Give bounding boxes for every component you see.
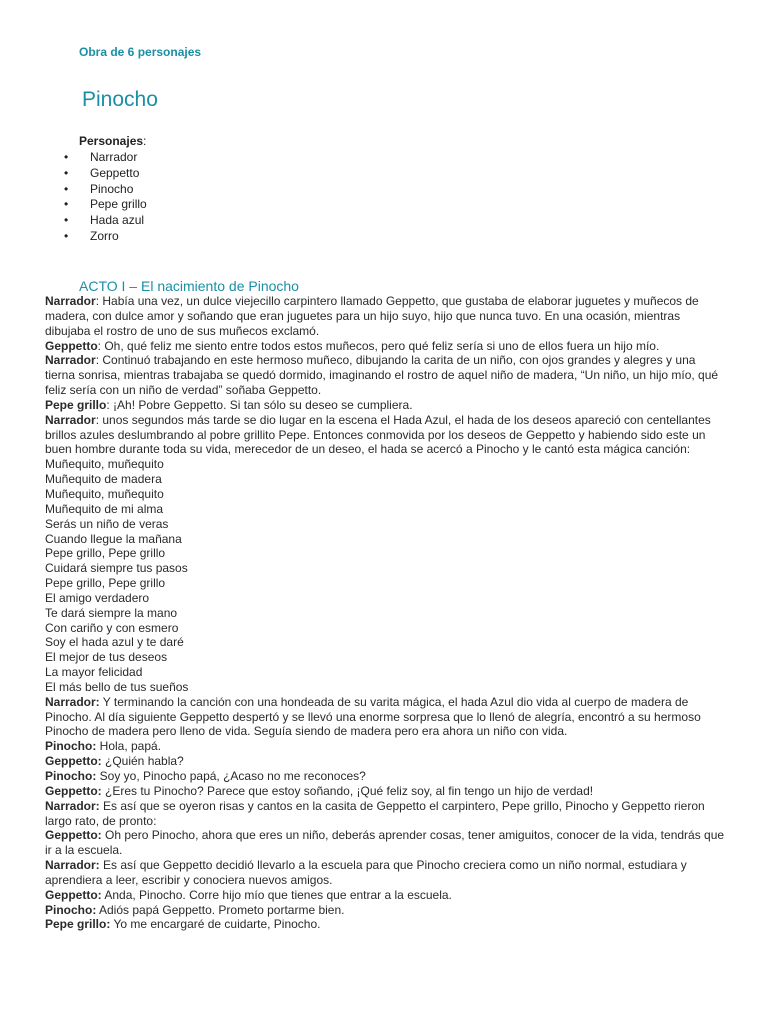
- line-text: ¿Quién habla?: [101, 754, 184, 769]
- act-title: ACTO I – El nacimiento de Pinocho: [79, 278, 299, 294]
- speaker-name: Geppetto: [45, 338, 98, 353]
- character-item: • Zorro: [62, 229, 147, 245]
- play-title: Pinocho: [82, 88, 158, 111]
- line-text: : unos segundos más tarde se dio lugar en la escena el Hada Azul, el hada de los deseos apareció con centellantes brillos azules deslumbrando al pobre grillito Pepe. Entonces conmovida por los deseos de Geppetto y habiendo sido este un buen hombre durante toda su vida, merecedor de un deseo, el hada se acercó a Pinocho y le cantó esta mágica canción:: [45, 412, 711, 457]
- song-line: [45, 635, 725, 650]
- line-text: La mayor felicidad: [45, 665, 143, 680]
- song-line: [45, 502, 725, 517]
- line-text: Yo me encargaré de cuidarte, Pinocho.: [110, 917, 321, 932]
- dialogue-line: [45, 888, 725, 903]
- dialogue-line: [45, 353, 725, 398]
- line-text: Muñequito, muñequito: [45, 486, 164, 501]
- character-item: • Geppetto: [62, 166, 147, 182]
- play-subtitle: Obra de 6 personajes: [79, 45, 202, 59]
- speaker-name: Geppetto:: [45, 828, 102, 843]
- line-text: ¿Eres tu Pinocho? Parece que estoy soñando, ¡Qué feliz soy, al fin tengo un hijo de verdad!: [101, 783, 594, 798]
- character-item: • Narrador: [62, 150, 147, 166]
- speaker-name: Narrador: [45, 353, 96, 368]
- characters-label-colon: :: [143, 134, 147, 148]
- line-text: Hola, papá.: [96, 739, 162, 754]
- dialogue-line: [45, 695, 725, 740]
- song-line: [45, 517, 725, 532]
- speaker-name: Pepe grillo: [45, 397, 107, 412]
- characters-label: Personajes: [79, 134, 144, 148]
- speaker-name: Pinocho:: [45, 769, 97, 783]
- line-text: Muñequito de madera: [45, 472, 162, 487]
- script-body: [45, 294, 725, 932]
- dialogue-line: [45, 769, 725, 784]
- dialogue-line: [45, 903, 725, 918]
- line-text: Oh pero Pinocho, ahora que eres un niño, deberás aprender cosas, tener amiguitos, conocer de la vida, tendrás que ir a la escuela.: [45, 828, 725, 858]
- song-line: [45, 650, 725, 665]
- dialogue-line: [45, 413, 725, 458]
- speaker-name: Geppetto:: [45, 754, 102, 769]
- line-text: Soy el hada azul y te daré: [45, 635, 184, 650]
- song-line: [45, 665, 725, 680]
- line-text: El amigo verdadero: [45, 590, 150, 605]
- dialogue-line: [45, 828, 725, 858]
- line-text: : Había una vez, un dulce viejecillo carpintero llamado Geppetto, que gustaba de elaborar juguetes y muñecos de madera, con dulce amor y soñando que eran juguetes para un hijo suyo, hijo que nunca tuvo. En una ocasión, mientras dibujaba el rostro de uno de sus muñecos exclamó.: [45, 294, 699, 338]
- dialogue-line: [45, 739, 725, 754]
- dialogue-line: [45, 799, 725, 829]
- song-line: [45, 621, 725, 636]
- song-line: [45, 487, 725, 502]
- line-text: Cuidará siempre tus pasos: [45, 561, 188, 576]
- speaker-name: Narrador: [45, 294, 96, 308]
- song-line: [45, 546, 725, 561]
- song-line: [45, 457, 725, 472]
- song-line: [45, 606, 725, 621]
- characters-list: [62, 150, 147, 245]
- line-text: Serás un niño de veras: [45, 516, 169, 531]
- line-text: : Continuó trabajando en este hermoso muñeco, dibujando la carita de un niño, con ojos grandes y alegres y una tierna sonrisa, mientras trabajaba se quedó dormido, imaginando el rostro de aquel niño de madera, “Un niño, un hijo mío, qué feliz sería con un niño de verdad” soñaba Geppetto.: [45, 353, 719, 398]
- dialogue-line: [45, 784, 725, 799]
- line-text: Cuando llegue la mañana: [45, 531, 182, 546]
- speaker-name: Narrador:: [45, 694, 100, 709]
- speaker-name: Narrador:: [45, 798, 100, 813]
- line-text: Es así que se oyeron risas y cantos en la casita de Geppetto el carpintero, Pepe grillo, Pinocho y Geppetto rieron largo rato, de pronto:: [45, 798, 705, 828]
- speaker-name: Narrador: [45, 412, 96, 427]
- line-text: Adiós papá Geppetto. Prometo portarme bien.: [96, 902, 345, 917]
- line-text: Muñequito de mi alma: [45, 501, 164, 516]
- dialogue-line: [45, 917, 725, 932]
- speaker-name: Pepe grillo:: [45, 917, 111, 932]
- line-text: Anda, Pinocho. Corre hijo mío que tienes que entrar a la escuela.: [101, 887, 452, 902]
- song-line: [45, 472, 725, 487]
- dialogue-line: [45, 339, 725, 354]
- character-item: • Pepe grillo: [62, 197, 147, 213]
- dialogue-line: [45, 858, 725, 888]
- line-text: Es así que Geppetto decidió llevarlo a la escuela para que Pinocho creciera como un niño normal, estudiara y aprendiera a leer, escribir y conociera nuevos amigos.: [45, 858, 687, 887]
- dialogue-line: [45, 398, 725, 413]
- song-line: [45, 576, 725, 591]
- song-line: [45, 561, 725, 576]
- line-text: El mejor de tus deseos: [45, 650, 168, 665]
- line-text: Pepe grillo, Pepe grillo: [45, 546, 166, 561]
- speaker-name: Pinocho:: [45, 739, 97, 754]
- line-text: : ¡Ah! Pobre Geppetto. Si tan sólo su deseo se cumpliera.: [106, 397, 413, 412]
- song-line: [45, 591, 725, 606]
- song-line: [45, 680, 725, 695]
- speaker-name: Geppetto:: [45, 887, 102, 902]
- line-text: Pepe grillo, Pepe grillo: [45, 576, 166, 591]
- line-text: Te dará siempre la mano: [45, 605, 178, 620]
- line-text: Con cariño y con esmero: [45, 620, 179, 635]
- dialogue-line: [45, 294, 725, 339]
- line-text: Soy yo, Pinocho papá, ¿Acaso no me reconoces?: [96, 769, 366, 783]
- character-item: • Hada azul: [62, 213, 147, 229]
- speaker-name: Geppetto:: [45, 783, 102, 798]
- song-line: [45, 532, 725, 547]
- speaker-name: Pinocho:: [45, 902, 97, 917]
- line-text: Muñequito, muñequito: [45, 457, 164, 472]
- dialogue-line: [45, 754, 725, 769]
- line-text: Y terminando la canción con una hondeada de su varita mágica, el hada Azul dio vida al cuerpo de madera de Pinocho. Al día siguiente Geppetto despertó y se llevó una enorme sorpresa que lo llenó de alegría, encontró a su hermoso Pinocho de madera pero lleno de vida. Seguía siendo de madera pero era ahora un niño con vida.: [45, 694, 701, 739]
- characters-heading: [79, 134, 146, 148]
- speaker-name: Narrador:: [45, 858, 100, 873]
- line-text: El más bello de tus sueños: [45, 679, 189, 694]
- line-text: : Oh, qué feliz me siento entre todos estos muñecos, pero qué feliz sería si uno de ellos fuera un hijo mío.: [97, 338, 660, 353]
- character-item: • Pinocho: [62, 182, 147, 198]
